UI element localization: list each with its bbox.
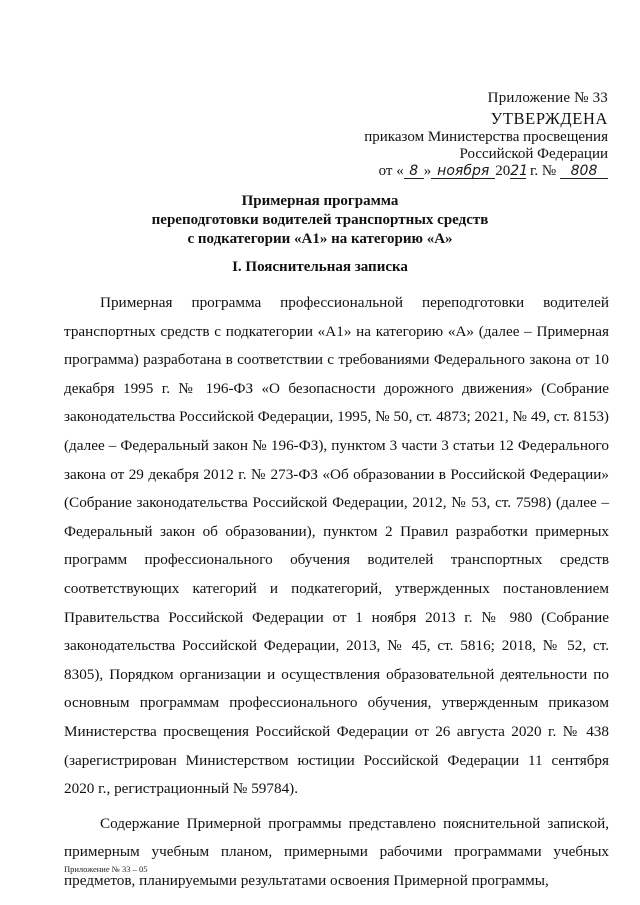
handwritten-order-number: 808 [560,164,608,179]
approved-label: УТВЕРЖДЕНА [490,109,608,128]
title-line-1: Примерная программа [241,193,399,209]
footer-text: Приложение № 33 – 05 [64,864,148,874]
paragraph-1: Примерная программа профессиональной переподготовки водителей транспортных средств с подкатегории «А1» на категорию «А» (далее – Примерная программа) разработана в соответствии с требованиями Федерального закона от 10 декабря 1995 г. № 196-ФЗ «О безопасности дорожного движения» (Собрание законодательства Российской Федерации, 1995, № 50, ст. 4873; 2021, № 49, ст. 8153) (далее – Федеральный закон № 196-ФЗ), пунктом 3 части 3 статьи 12 Федерального закона от 29 декабря 2012 г. № 273-ФЗ «Об образовании в Российской Федерации» (Собрание законодательства Российской Федерации, 2012, № 53, ст. 7598) (далее – Федеральный закон об образовании), пунктом 2 Правил разработки примерных программ профессионального обучения водителей транспортных средств соответствующих категорий и подкатегорий, утвержденных постановлением Правительства Российской Федерации от 1 ноября 2013 г. № 980 (Собрание законодательства Российской Федерации, 2013, № 45, ст. 5816; 2018, № 52, ст. 8305), Порядком организации и осуществления образовательной деятельности по основным программам профессионального обучения, утвержденным приказом Министерства просвещения Российской Федерации от 26 августа 2020 г. № 438 (зарегистрирован Министерством юстиции Российской Федерации 11 сентября 2020 г., регистрационный № 59784). [64,294,609,798]
order-line-2: Российской Федерации [459,146,608,162]
date-mid: » [423,163,432,179]
document-title [0,192,640,249]
handwritten-day: 8 [404,164,424,179]
handwritten-month: ноября [431,164,495,179]
order-date-line [379,163,608,180]
section-heading: I. Пояснительная записка [232,259,408,275]
title-line-3: с подкатегории «А1» на категорию «А» [187,231,453,247]
title-line-2: переподготовки водителей транспортных средств [151,212,489,228]
date-year-prefix: 20 [495,163,511,179]
appendix-number: Приложение № 33 [487,90,608,106]
approval-block [308,110,608,180]
handwritten-year: 21 [510,163,529,179]
order-line-1: приказом Министерства просвещения [364,129,608,145]
date-prefix: от « [378,163,404,179]
date-g: г. № [526,163,560,179]
body-text [64,289,609,895]
paragraph-2: Содержание Примерной программы представлено пояснительной запиской, примерным учебным планом, примерными рабочими программами учебных предметов, планируемыми результатами освоения Примерной программы, [64,814,609,889]
